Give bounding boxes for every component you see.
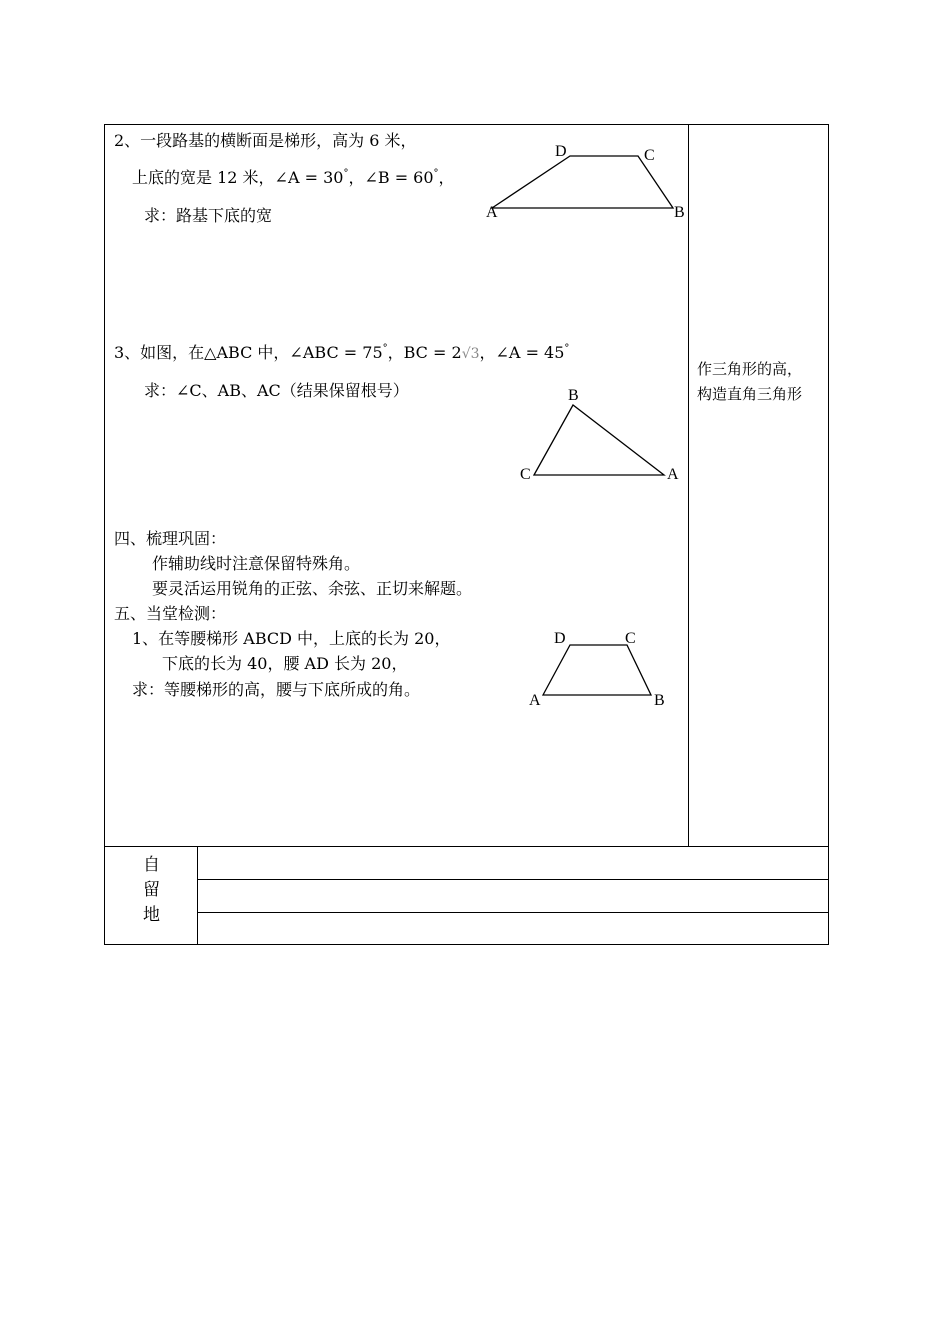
side-note-line2: 构造直角三角形 (697, 385, 803, 403)
problem3-line1-mid2: ，∠A = 45 (479, 343, 565, 362)
section4-line1: 作辅助线时注意保留特殊角。 (152, 554, 361, 573)
problem3-line1-mid: ，BC = 2 (387, 343, 462, 362)
vertex-label-c: C (625, 630, 636, 647)
problem2-line2-pre: 上底的宽是 12 米，∠A = 30 (132, 168, 344, 187)
triangle-figure-problem3 (534, 405, 664, 475)
problem3-line2: 求：∠C、AB、AC（结果保留根号） (144, 381, 409, 400)
degree-mark: ° (343, 168, 349, 179)
problem3-line1-pre: 3、如图，在△ABC 中，∠ABC = 75 (114, 343, 383, 362)
vertex-label-a: A (486, 204, 498, 221)
section4-line2: 要灵活运用锐角的正弦、余弦、正切来解题。 (152, 579, 473, 598)
degree-mark: ° (433, 168, 439, 179)
vertex-label-d: D (554, 630, 566, 647)
section5-line2: 下底的长为 40，腰 AD 长为 20， (162, 654, 408, 673)
vertex-label-b: B (654, 692, 665, 709)
vertex-label-c: C (520, 466, 531, 483)
vertex-label-a: A (529, 692, 541, 709)
problem2-line3: 求：路基下底的宽 (144, 206, 273, 225)
problem2-line2-mid: ，∠B = 60 (348, 168, 434, 187)
footer-label-char-3: 地 (143, 905, 160, 925)
side-note-line1: 作三角形的高， (697, 360, 803, 378)
section4-title: 四、梳理巩固： (114, 529, 227, 548)
sqrt-three: √3 (461, 346, 480, 362)
vertex-label-c: C (644, 147, 655, 164)
vertex-label-a: A (667, 466, 679, 483)
trapezoid-figure-section5 (543, 645, 651, 695)
footer-label-char-2: 留 (143, 880, 160, 900)
degree-mark: ° (564, 343, 570, 354)
footer-label-char-1: 自 (143, 855, 160, 875)
vertex-label-b: B (568, 387, 579, 404)
vertex-label-d: D (555, 143, 567, 160)
section5-title: 五、当堂检测： (114, 604, 227, 623)
section5-line3: 求：等腰梯形的高，腰与下底所成的角。 (132, 680, 421, 699)
section5-line1: 1、在等腰梯形 ABCD 中，上底的长为 20， (132, 629, 451, 648)
vertex-label-b: B (674, 204, 685, 221)
degree-mark: ° (382, 343, 388, 354)
problem2-line1: 2、一段路基的横断面是梯形，高为 6 米， (114, 131, 417, 150)
problem2-line2-post: ， (438, 168, 455, 187)
